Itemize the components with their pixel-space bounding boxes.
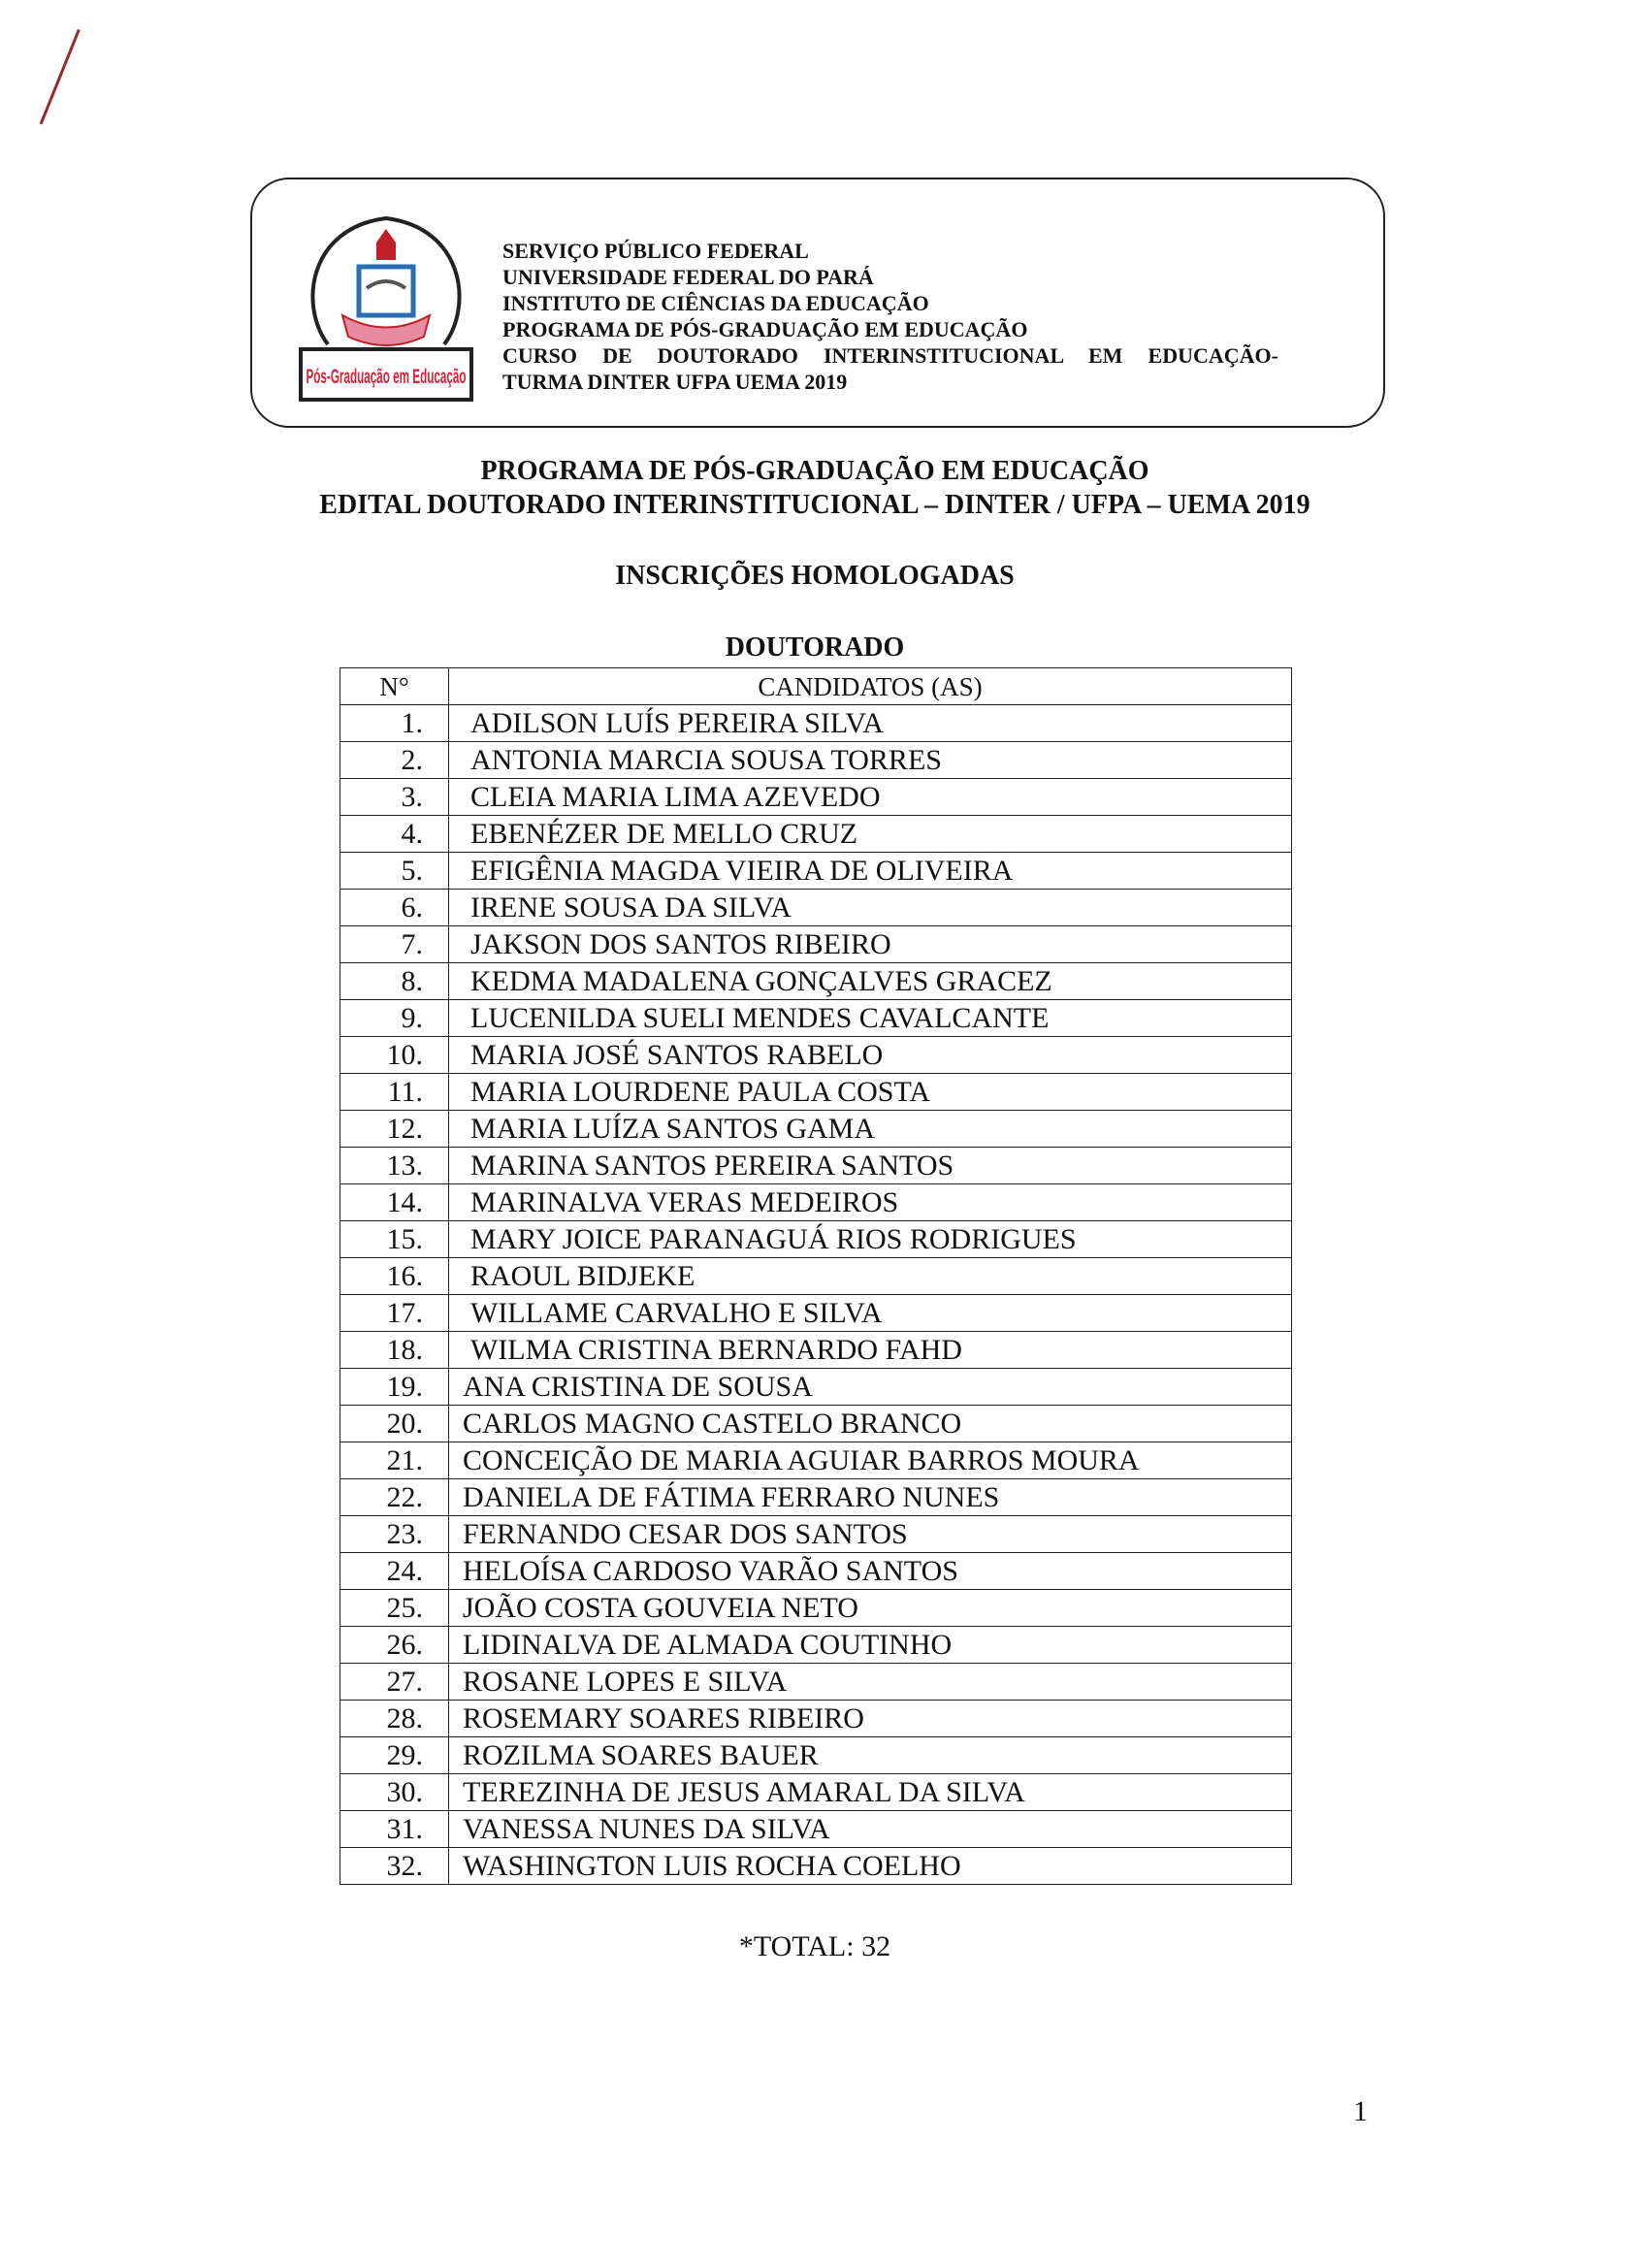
candidate-name: CARLOS MAGNO CASTELO BRANCO — [449, 1406, 1292, 1442]
candidate-name: MARIA LOURDENE PAULA COSTA — [449, 1074, 1292, 1111]
candidate-name: ROSEMARY SOARES RIBEIRO — [449, 1701, 1292, 1737]
table-row — [340, 1184, 1292, 1221]
row-number: 1. — [340, 705, 449, 742]
candidate-name: VANESSA NUNES DA SILVA — [449, 1811, 1292, 1848]
table-row — [340, 705, 1292, 742]
candidate-name: WILLAME CARVALHO E SILVA — [449, 1295, 1292, 1332]
table-row — [340, 1627, 1292, 1664]
table-row — [340, 1811, 1292, 1848]
table-row — [340, 1037, 1292, 1074]
header-line: INSTITUTO DE CIÊNCIAS DA EDUCAÇÃO — [502, 291, 929, 315]
candidate-name: ANTONIA MARCIA SOUSA TORRES — [449, 742, 1292, 779]
row-number: 16. — [340, 1258, 449, 1295]
candidate-name: CONCEIÇÃO DE MARIA AGUIAR BARROS MOURA — [449, 1442, 1292, 1479]
row-number: 22. — [340, 1479, 449, 1516]
row-number: 3. — [340, 779, 449, 816]
header-line: SERVIÇO PÚBLICO FEDERAL — [502, 239, 809, 263]
table-title: DOUTORADO — [725, 632, 905, 663]
row-number: 31. — [340, 1811, 449, 1848]
column-header-number: N° — [340, 668, 449, 705]
candidates-table — [340, 667, 1292, 1885]
table-row — [340, 1701, 1292, 1737]
svg-text:Pós-Graduação em Educação: Pós-Graduação em Educação — [306, 366, 467, 388]
row-number: 5. — [340, 853, 449, 890]
table-row — [340, 1295, 1292, 1332]
row-number: 15. — [340, 1221, 449, 1258]
candidate-name: CLEIA MARIA LIMA AZEVEDO — [449, 779, 1292, 816]
row-number: 30. — [340, 1774, 449, 1811]
candidate-name: MARIA LUÍZA SANTOS GAMA — [449, 1111, 1292, 1148]
candidate-name: JOÃO COSTA GOUVEIA NETO — [449, 1590, 1292, 1627]
candidate-name: FERNANDO CESAR DOS SANTOS — [449, 1516, 1292, 1553]
row-number: 25. — [340, 1590, 449, 1627]
page-number: 1 — [1353, 2095, 1368, 2127]
letterhead-text — [502, 238, 1278, 395]
candidate-name: LUCENILDA SUELI MENDES CAVALCANTE — [449, 1000, 1292, 1037]
row-number: 27. — [340, 1664, 449, 1701]
table-row — [340, 963, 1292, 1000]
pen-mark — [40, 29, 81, 124]
candidate-name: LIDINALVA DE ALMADA COUTINHO — [449, 1627, 1292, 1664]
row-number: 13. — [340, 1148, 449, 1184]
row-number: 4. — [340, 816, 449, 853]
row-number: 21. — [340, 1442, 449, 1479]
table-row — [340, 1258, 1292, 1295]
candidate-name: DANIELA DE FÁTIMA FERRARO NUNES — [449, 1479, 1292, 1516]
candidate-name: MARIA JOSÉ SANTOS RABELO — [449, 1037, 1292, 1074]
candidate-name: EBENÉZER DE MELLO CRUZ — [449, 816, 1292, 853]
program-title: PROGRAMA DE PÓS-GRADUAÇÃO EM EDUCAÇÃO — [480, 456, 1149, 486]
row-number: 18. — [340, 1332, 449, 1369]
section-title: INSCRIÇÕES HOMOLOGADAS — [615, 561, 1015, 591]
institution-logo — [299, 199, 473, 403]
candidate-name: IRENE SOUSA DA SILVA — [449, 890, 1292, 926]
letterhead-box — [250, 178, 1385, 428]
candidate-name: MARINA SANTOS PEREIRA SANTOS — [449, 1148, 1292, 1184]
table-header-row — [340, 668, 1292, 705]
row-number: 8. — [340, 963, 449, 1000]
row-number: 24. — [340, 1553, 449, 1590]
row-number: 23. — [340, 1516, 449, 1553]
table-row — [340, 1479, 1292, 1516]
row-number: 2. — [340, 742, 449, 779]
table-row — [340, 742, 1292, 779]
row-number: 11. — [340, 1074, 449, 1111]
table-row — [340, 853, 1292, 890]
candidate-name: ROZILMA SOARES BAUER — [449, 1737, 1292, 1774]
row-number: 26. — [340, 1627, 449, 1664]
table-row — [340, 1406, 1292, 1442]
table-row — [340, 1848, 1292, 1885]
header-line: UNIVERSIDADE FEDERAL DO PARÁ — [502, 265, 874, 289]
column-header-candidates: CANDIDATOS (AS) — [449, 668, 1292, 705]
table-row — [340, 1774, 1292, 1811]
candidate-name: MARINALVA VERAS MEDEIROS — [449, 1184, 1292, 1221]
row-number: 19. — [340, 1369, 449, 1406]
candidate-name: WILMA CRISTINA BERNARDO FAHD — [449, 1332, 1292, 1369]
header-line: CURSO DE DOUTORADO INTERINSTITUCIONAL EM EDUCAÇÃO- — [502, 343, 1278, 368]
candidate-name: ANA CRISTINA DE SOUSA — [449, 1369, 1292, 1406]
row-number: 9. — [340, 1000, 449, 1037]
row-number: 10. — [340, 1037, 449, 1074]
table-row — [340, 1442, 1292, 1479]
candidate-name: KEDMA MADALENA GONÇALVES GRACEZ — [449, 963, 1292, 1000]
row-number: 12. — [340, 1111, 449, 1148]
row-number: 6. — [340, 890, 449, 926]
candidate-name: HELOÍSA CARDOSO VARÃO SANTOS — [449, 1553, 1292, 1590]
table-row — [340, 1664, 1292, 1701]
table-row — [340, 1332, 1292, 1369]
candidate-name: TEREZINHA DE JESUS AMARAL DA SILVA — [449, 1774, 1292, 1811]
edital-title: EDITAL DOUTORADO INTERINSTITUCIONAL – DINTER / UFPA – UEMA 2019 — [319, 490, 1310, 520]
candidate-name: MARY JOICE PARANAGUÁ RIOS RODRIGUES — [449, 1221, 1292, 1258]
row-number: 14. — [340, 1184, 449, 1221]
candidate-name: ROSANE LOPES E SILVA — [449, 1664, 1292, 1701]
table-row — [340, 1111, 1292, 1148]
table-row — [340, 1000, 1292, 1037]
table-row — [340, 816, 1292, 853]
table-row — [340, 1369, 1292, 1406]
candidate-name: EFIGÊNIA MAGDA VIEIRA DE OLIVEIRA — [449, 853, 1292, 890]
total-count: *TOTAL: 32 — [738, 1930, 891, 1962]
table-row — [340, 1516, 1292, 1553]
candidate-name: RAOUL BIDJEKE — [449, 1258, 1292, 1295]
candidate-name: ADILSON LUÍS PEREIRA SILVA — [449, 705, 1292, 742]
row-number: 29. — [340, 1737, 449, 1774]
table-row — [340, 926, 1292, 963]
candidate-name: JAKSON DOS SANTOS RIBEIRO — [449, 926, 1292, 963]
candidate-name: WASHINGTON LUIS ROCHA COELHO — [449, 1848, 1292, 1885]
row-number: 28. — [340, 1701, 449, 1737]
header-line: TURMA DINTER UFPA UEMA 2019 — [502, 370, 848, 394]
table-row — [340, 1221, 1292, 1258]
header-line: PROGRAMA DE PÓS-GRADUAÇÃO EM EDUCAÇÃO — [502, 317, 1028, 341]
row-number: 20. — [340, 1406, 449, 1442]
row-number: 7. — [340, 926, 449, 963]
table-row — [340, 1737, 1292, 1774]
row-number: 32. — [340, 1848, 449, 1885]
row-number: 17. — [340, 1295, 449, 1332]
table-row — [340, 779, 1292, 816]
table-row — [340, 1590, 1292, 1627]
table-row — [340, 1553, 1292, 1590]
table-row — [340, 1074, 1292, 1111]
table-row — [340, 1148, 1292, 1184]
table-row — [340, 890, 1292, 926]
